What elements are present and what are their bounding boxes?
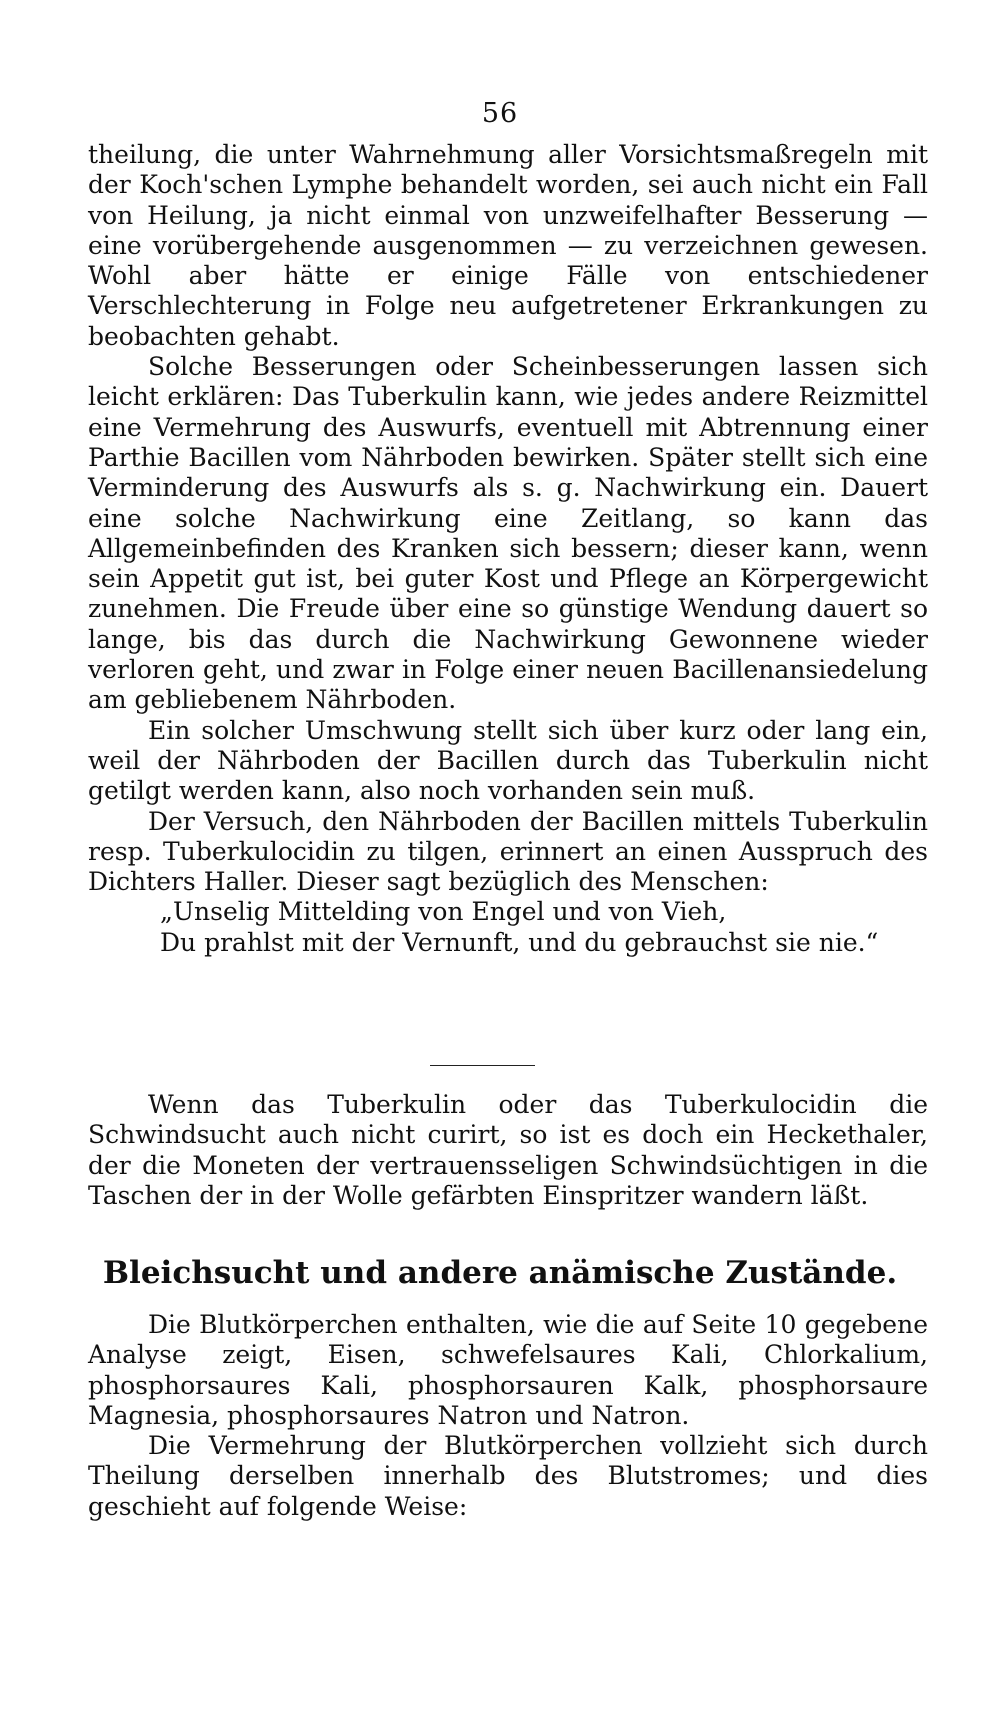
- body-text-middle: [88, 1090, 928, 1211]
- body-text-section: [88, 1310, 928, 1522]
- paragraph: Wenn das Tuberkulin oder das Tuberkulocidin die Schwindsucht auch nicht curirt, so ist es doch ein Heckethaler, der die Moneten der vertrauensseligen Schwindsüchtigen in die Taschen der in der Wolle gefärbten Einspritzer wandern läßt.: [88, 1090, 928, 1210]
- verse-quote: [160, 897, 928, 958]
- separator-rule: [430, 1065, 535, 1066]
- verse-line: Du prahlst mit der Vernunft, und du gebrauchst sie nie.“: [160, 927, 879, 957]
- paragraph: Ein solcher Umschwung stellt sich über kurz oder lang ein, weil der Nährboden der Bacillen durch das Tuberkulin nicht getilgt werden kann, also noch vorhanden sein muß.: [88, 715, 928, 806]
- section-heading: Bleichsucht und andere anämische Zustände.: [102, 1255, 898, 1291]
- paragraph-continued: theilung, die unter Wahrnehmung aller Vorsichtsmaßregeln mit der Koch'schen Lymphe behandelt worden, sei auch nicht ein Fall von Heilung, ja nicht einmal von unzweifelhafter Besserung — eine vorübergehende ausgenommen — zu verzeichnen gewesen. Wohl aber hätte er einige Fälle von entschiedener Verschlechterung in Folge neu aufgetretener Erkrankungen zu beobachten gehabt.: [88, 140, 928, 351]
- paragraph: Solche Besserungen oder Scheinbesserungen lassen sich leicht erklären: Das Tuberkulin kann, wie jedes andere Reizmittel eine Vermehrung des Auswurfs, eventuell mit Abtrennung einer Parthie Bacillen vom Nährboden bewirken. Später stellt sich eine Verminderung des Auswurfs als s. g. Nachwirkung ein. Dauert eine solche Nachwirkung eine Zeitlang, so kann das Allgemeinbefinden des Kranken sich bessern; dieser kann, wenn sein Appetit gut ist, bei guter Kost und Pflege an Körpergewicht zunehmen. Die Freude über eine so günstige Wendung dauert so lange, bis das durch die Nachwirkung Gewonnene wieder verloren geht, und zwar in Folge einer neuen Bacillenansiedelung am gebliebenem Nährboden.: [88, 352, 928, 715]
- body-text-top: [88, 140, 928, 958]
- verse-line: „Unselig Mittelding von Engel und von Vieh,: [160, 897, 727, 927]
- page-number: 56: [481, 98, 519, 129]
- paragraph: Der Versuch, den Nährboden der Bacillen mittels Tuberkulin resp. Tuberkulocidin zu tilgen, erinnert an einen Ausspruch des Dichters Haller. Dieser sagt bezüglich des Menschen:: [88, 806, 928, 897]
- paragraph: Die Vermehrung der Blutkörperchen vollzieht sich durch Theilung derselben innerhalb des Blutstromes; und dies geschieht auf folgende Weise:: [88, 1431, 928, 1521]
- paragraph: Die Blutkörperchen enthalten, wie die auf Seite 10 gegebene Analyse zeigt, Eisen, schwefelsaures Kali, Chlorkalium, phosphorsaures Kali, phosphorsauren Kalk, phosphorsaure Magnesia, phosphorsaures Natron und Natron.: [88, 1310, 928, 1430]
